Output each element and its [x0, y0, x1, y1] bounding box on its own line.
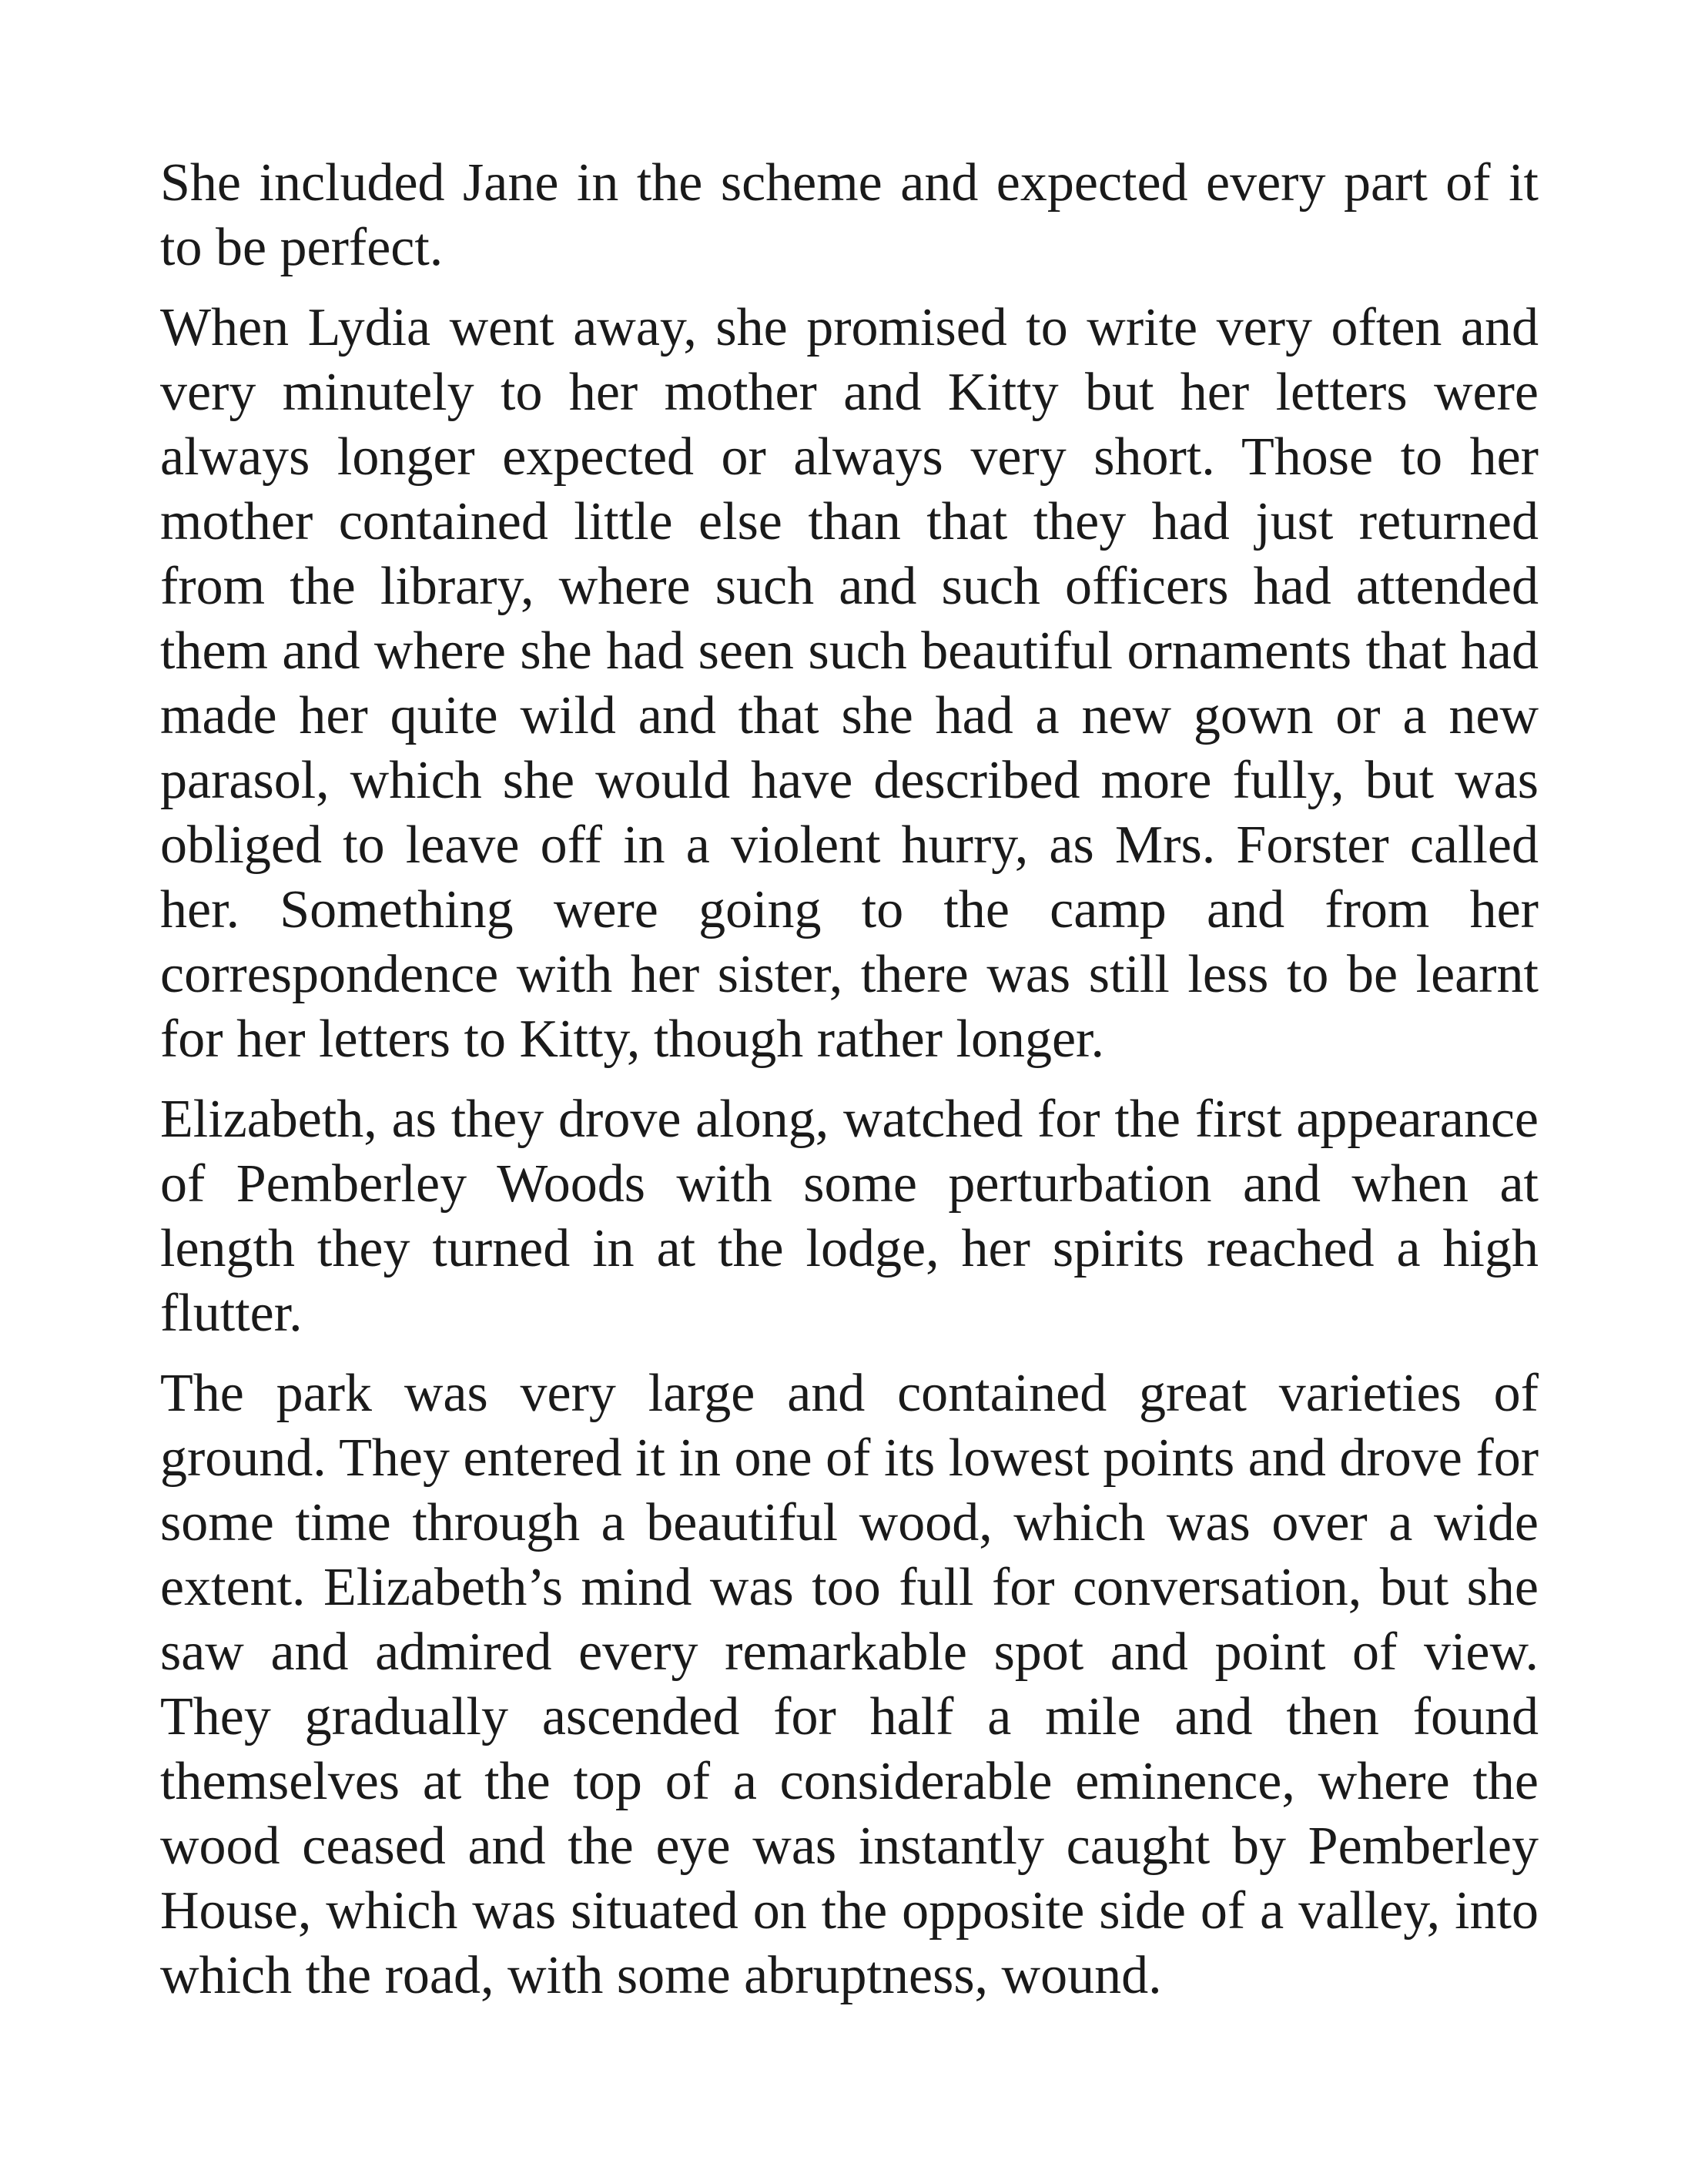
paragraph-1: She included Jane in the scheme and expected every part of it to be perfect.	[160, 153, 1539, 277]
paragraph-3: Elizabeth, as they drove along, watched for the first appearance of Pemberley Woods with some perturbation and when at length they turned in at the lodge, her spirits reached a high flutter.	[160, 1090, 1539, 1343]
paragraph-2: When Lydia went away, she promised to write very often and very minutely to her mother and Kitty but her letters were always longer expected or always very short. Those to her mother contained little else than that they had just returned from the library, where such and such officers had attended them and where she had seen such beautiful ornaments that had made her quite wild and that she had a new gown or a new parasol, which she would have described more fully, but was obliged to leave off in a violent hurry, as Mrs. Forster called her. Something were going to the camp and from her correspondence with her sister, there was still less to be learnt for her letters to Kitty, though rather longer.	[160, 298, 1539, 1069]
paragraph-4: The park was very large and contained great varieties of ground. They entered it in one of its lowest points and drove for some time through a beautiful wood, which was over a wide extent. Elizabeth’s mind was too full for conversation, but she saw and admired every remarkable spot and point of view. They gradually ascended for half a mile and then found themselves at the top of a considerable eminence, where the wood ceased and the eye was instantly caught by Pemberley House, which was situated on the opposite side of a valley, into which the road, with some abruptness, wound.	[160, 1364, 1539, 2005]
document-page	[160, 151, 1539, 2024]
